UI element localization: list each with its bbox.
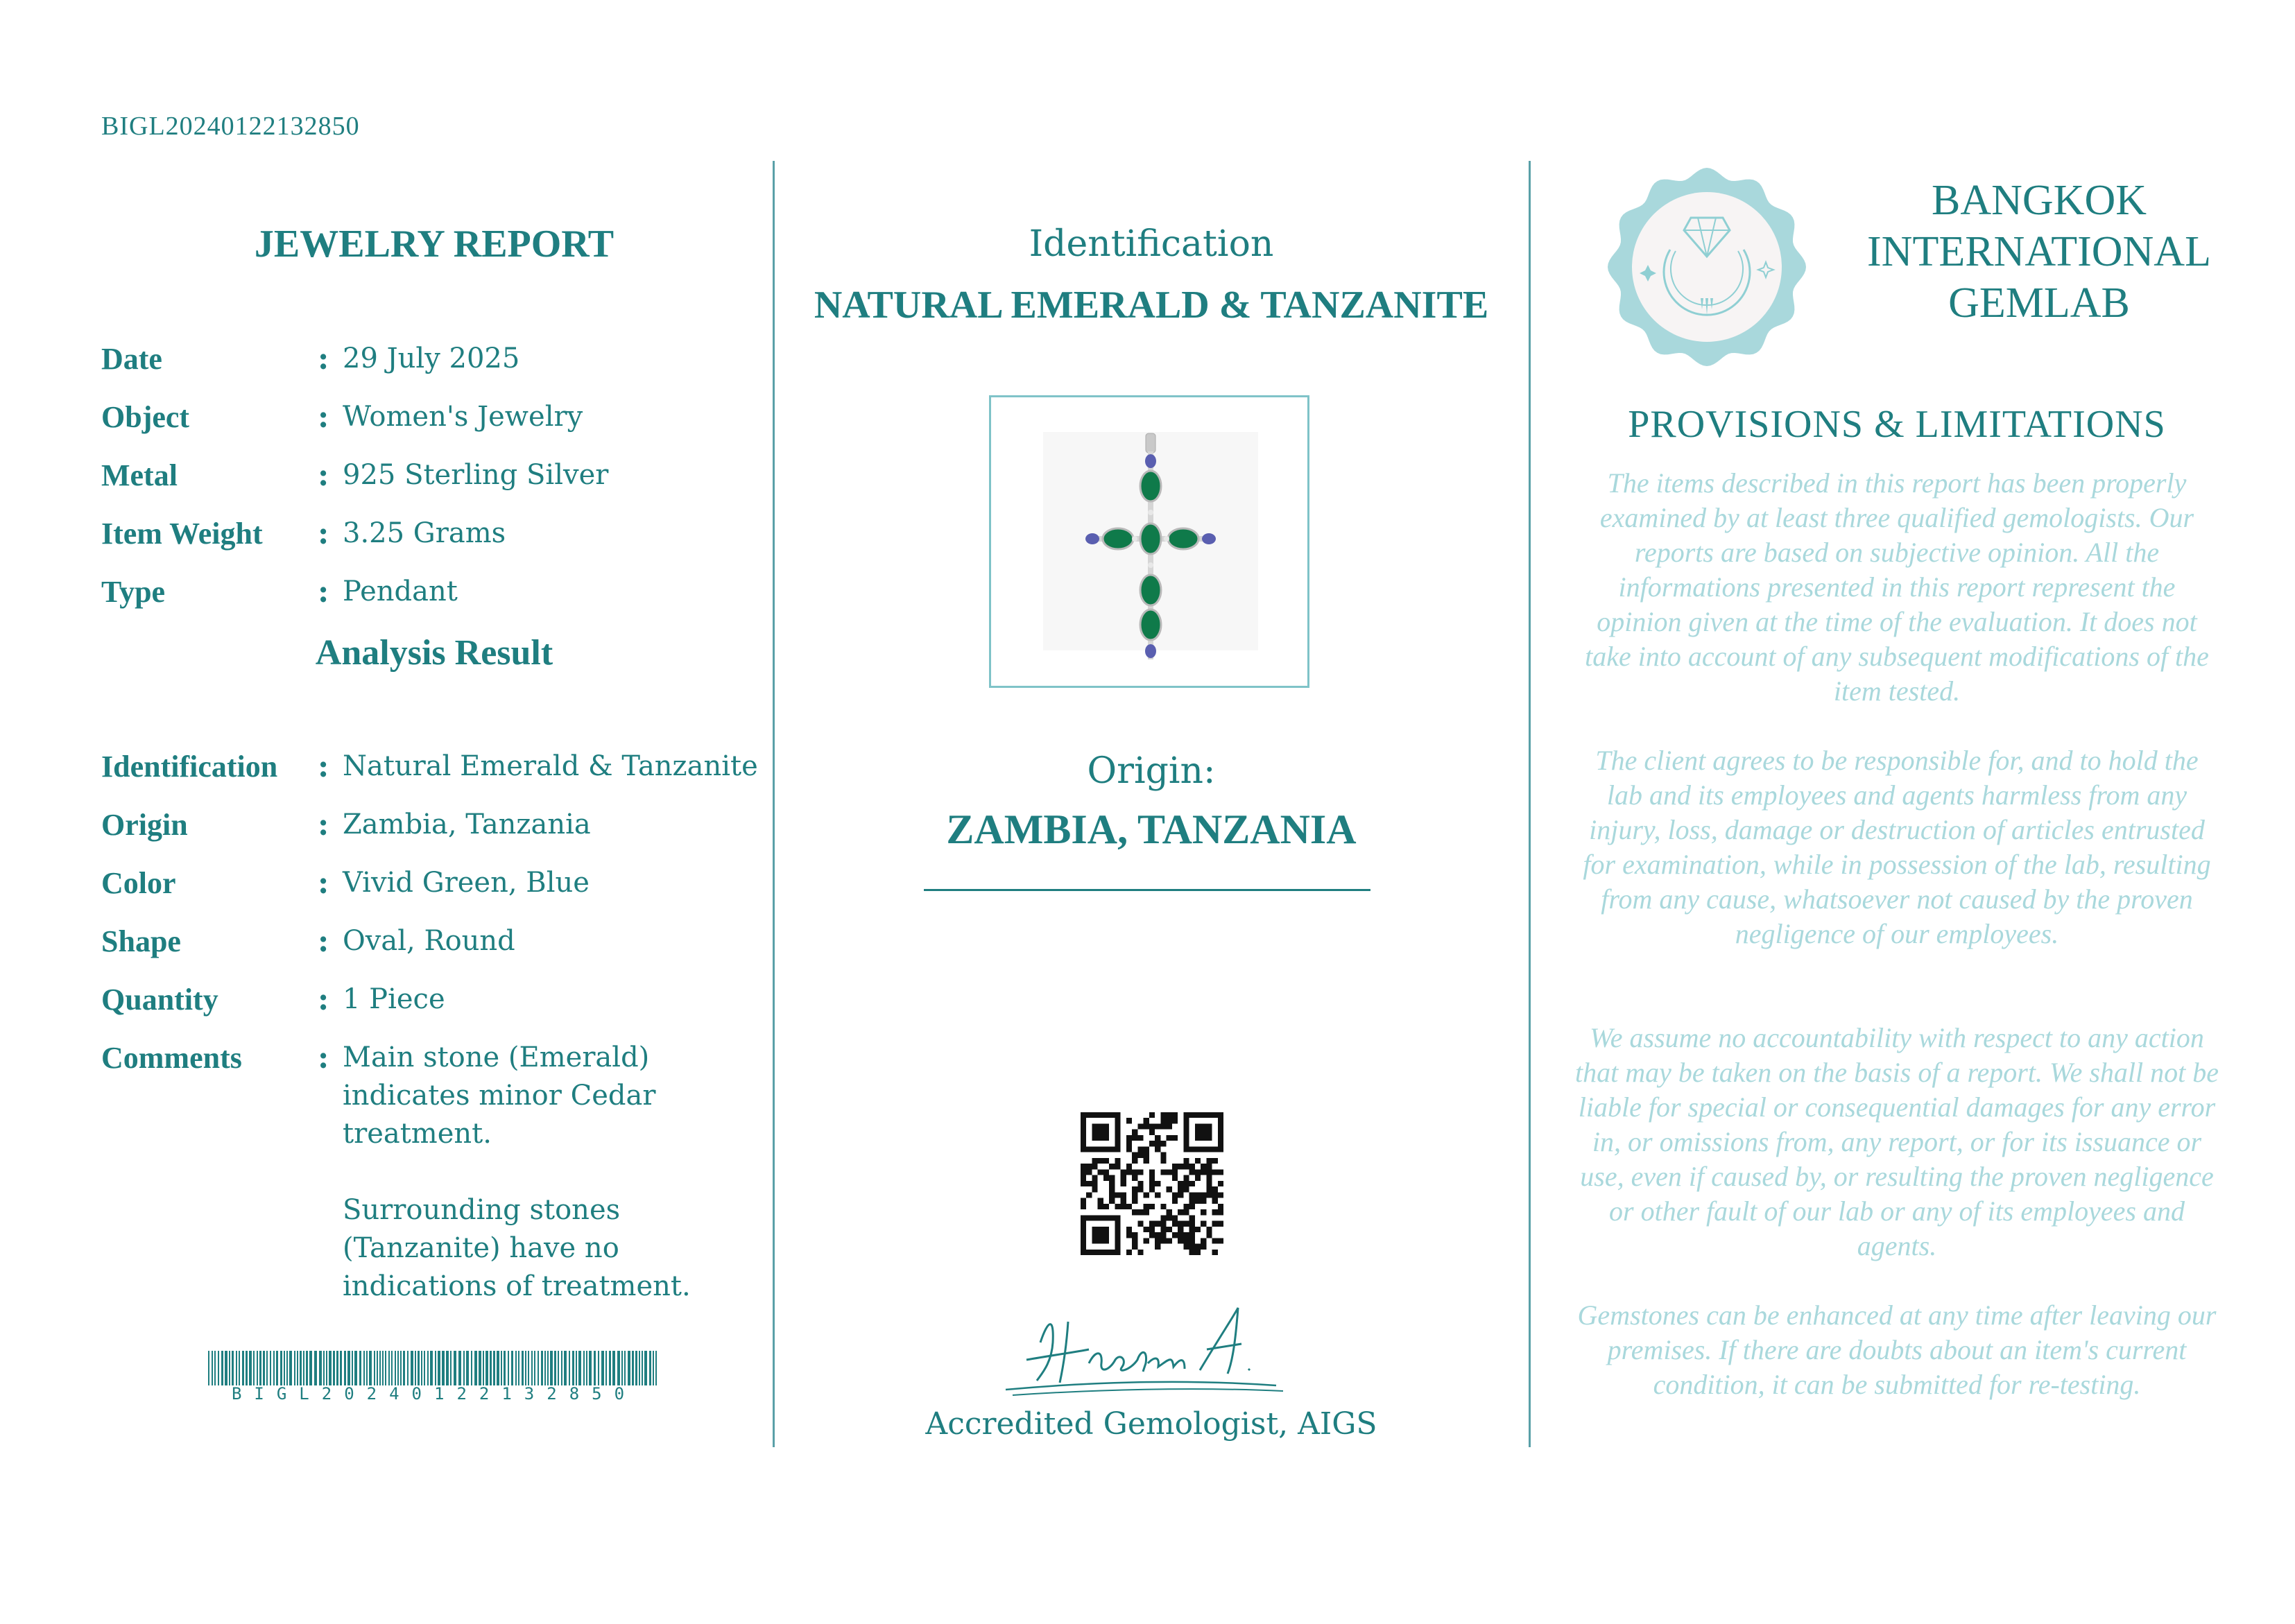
divider-right (1529, 161, 1531, 1447)
field-value: Main stone (Emerald) indicates minor Cedar treatment. Surrounding stones (Tanzanite) have no indications of treatment. (343, 1042, 691, 1302)
field-value: Natural Emerald & Tanzanite (343, 750, 758, 782)
qr-code[interactable] (1081, 1112, 1223, 1255)
field-label: Item Weight (101, 517, 263, 551)
field-value: 3.25 Grams (343, 517, 506, 549)
field-value: 1 Piece (343, 983, 445, 1015)
field-value: 925 Sterling Silver (343, 459, 609, 491)
field-label: Date (101, 342, 162, 376)
origin-label: Origin: (1087, 750, 1216, 792)
field-value: Pendant (343, 576, 458, 607)
field-label: Shape (101, 924, 181, 958)
analysis-title: Analysis Result (315, 633, 553, 673)
item-photo (989, 395, 1309, 688)
field-label: Comments (101, 1041, 242, 1075)
field-colon: : (318, 865, 329, 901)
barcode-text: BIGL20240122132850 (231, 1384, 637, 1403)
identification-label: Identification (1029, 223, 1274, 265)
field-value: Women's Jewelry (343, 401, 583, 433)
provisions-title: PROVISIONS & LIMITATIONS (1628, 403, 2166, 446)
gemologist-title: Accredited Gemologist, AIGS (925, 1406, 1377, 1442)
field-label: Object (101, 400, 190, 434)
provisions-paragraph: We assume no accountability with respect to any action that may be taken on the basis of a report. We shall not be liable for special or consequential damages for any error in, or omissions from, any report, or for its issuance or use, even if caused by, or resulting the proven negligence or other fault of our lab or any of its employees and agents. (1574, 1022, 2219, 1261)
gemologist-signature (999, 1294, 1290, 1398)
field-colon: : (318, 982, 329, 1017)
report-title: JEWELRY REPORT (254, 223, 614, 266)
lab-seal-logo (1606, 166, 1807, 368)
field-label: Type (101, 575, 166, 609)
origin-underline (924, 889, 1370, 891)
identification-value: NATURAL EMERALD & TANZANITE (814, 284, 1489, 327)
provisions-paragraph: The client agrees to be responsible for, and to hold the lab and its employees and agents harmless from any injury, loss, damage or destruction of articles entrusted for examination, while in possession of the lab, resulting from any cause, whatsoever not caused by the proven negligence of our employees. (1583, 745, 2211, 949)
field-colon: : (318, 807, 329, 843)
field-colon: : (318, 749, 329, 784)
field-colon: : (318, 399, 329, 435)
field-value: Zambia, Tanzania (343, 809, 591, 840)
field-label: Quantity (101, 983, 218, 1017)
field-value: Oval, Round (343, 925, 515, 957)
field-label: Color (101, 866, 176, 900)
field-colon: : (318, 924, 329, 959)
pendant-image (991, 397, 1307, 686)
lab-name: BANGKOK INTERNATIONAL GEMLAB (1867, 177, 2211, 327)
field-label: Metal (101, 458, 178, 492)
field-value: 29 July 2025 (343, 343, 520, 374)
field-label: Identification (101, 750, 278, 784)
field-colon: : (318, 1040, 329, 1076)
provisions-paragraph: The items described in this report has been properly examined by at least three qualified gemologists. Our reports are based on subjective opinion. All the informations presented in this report represent the opinion given at the time of the evaluation. It does not take into account of any subsequent modifications of the item tested. (1585, 467, 2209, 707)
barcode (208, 1351, 660, 1385)
field-colon: : (318, 516, 329, 551)
field-colon: : (318, 458, 329, 493)
origin-value: ZAMBIA, TANZANIA (946, 806, 1357, 852)
field-value: Vivid Green, Blue (343, 867, 590, 899)
field-colon: : (318, 574, 329, 610)
certificate-number: BIGL20240122132850 (101, 112, 360, 141)
provisions-paragraph: Gemstones can be enhanced at any time after leaving our premises. If there are doubts about an item's current condition, it can be submitted for re-testing. (1577, 1299, 2217, 1400)
field-colon: : (318, 341, 329, 377)
field-label: Origin (101, 808, 188, 842)
